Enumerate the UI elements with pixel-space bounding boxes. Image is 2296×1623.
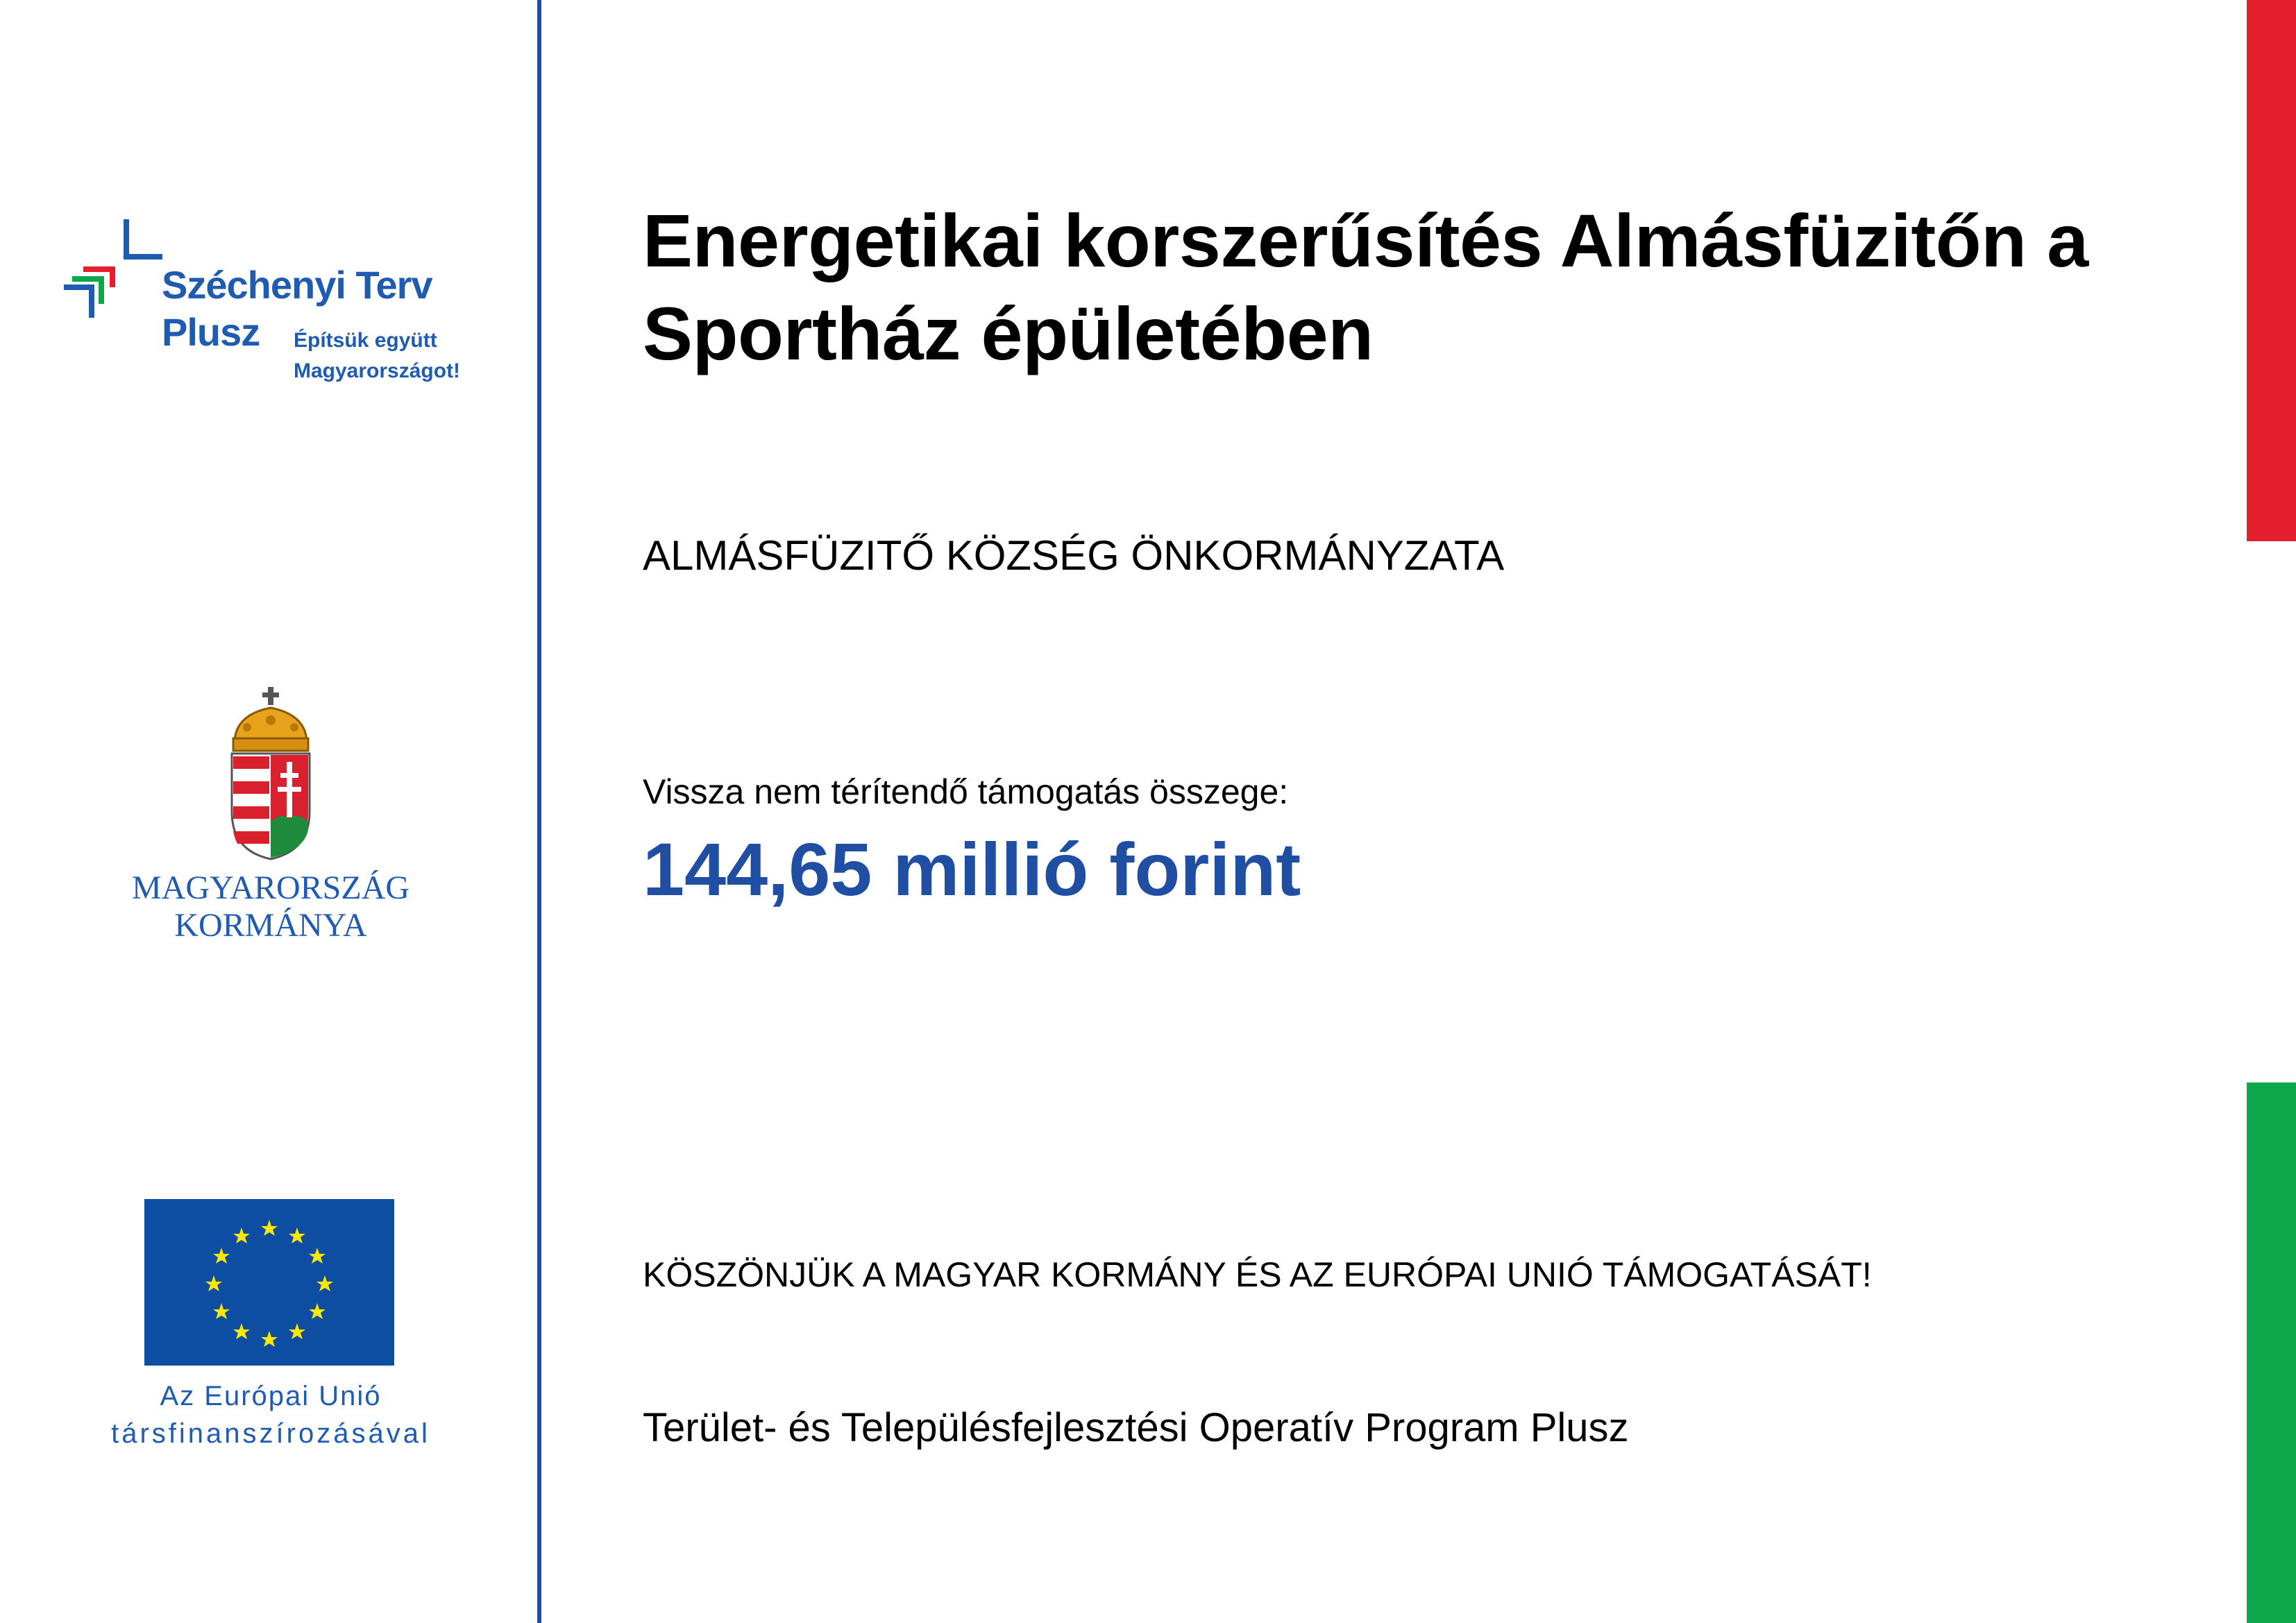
flag-red-stripe — [2247, 0, 2296, 541]
szechenyi-logo — [61, 215, 491, 396]
beneficiary-name: ALMÁSFÜZITŐ KÖZSÉG ÖNKORMÁNYZATA — [643, 532, 1505, 579]
government-line-1: MAGYARORSZÁG — [131, 869, 410, 906]
eu-line-2: társfinanszírozásával — [111, 1418, 430, 1449]
flag-green-stripe — [2247, 1082, 2296, 1623]
hungarian-coat-of-arms-icon — [222, 687, 319, 860]
eu-flag-icon — [144, 1199, 394, 1366]
government-logo — [118, 687, 423, 951]
eu-logo — [90, 1199, 451, 1463]
eu-line-1: Az Európai Unió — [160, 1381, 382, 1411]
szechenyi-tagline-2: Magyarországot! — [294, 359, 461, 382]
support-amount-label: Vissza nem térítendő támogatás összege: — [643, 772, 1289, 811]
project-title: Energetikai korszerűsítés Almásfüzitőn a Sportház épületében — [643, 198, 2088, 375]
support-amount-value: 144,65 millió forint — [643, 827, 1301, 911]
vertical-divider — [537, 0, 541, 1623]
szechenyi-tagline-1: Építsük együtt — [294, 329, 437, 352]
szechenyi-plus: Plusz — [162, 310, 260, 354]
szechenyi-title: Széchenyi Terv — [162, 263, 432, 307]
thanks-message: KÖSZÖNJÜK A MAGYAR KORMÁNY ÉS AZ EURÓPAI UNIÓ TÁMOGATÁSÁT! — [643, 1255, 1872, 1294]
government-line-2: KORMÁNYA — [174, 907, 367, 944]
szechenyi-cross-icon — [61, 215, 165, 319]
program-name: Terület- és Településfejlesztési Operatív Program Plusz — [643, 1405, 1629, 1450]
